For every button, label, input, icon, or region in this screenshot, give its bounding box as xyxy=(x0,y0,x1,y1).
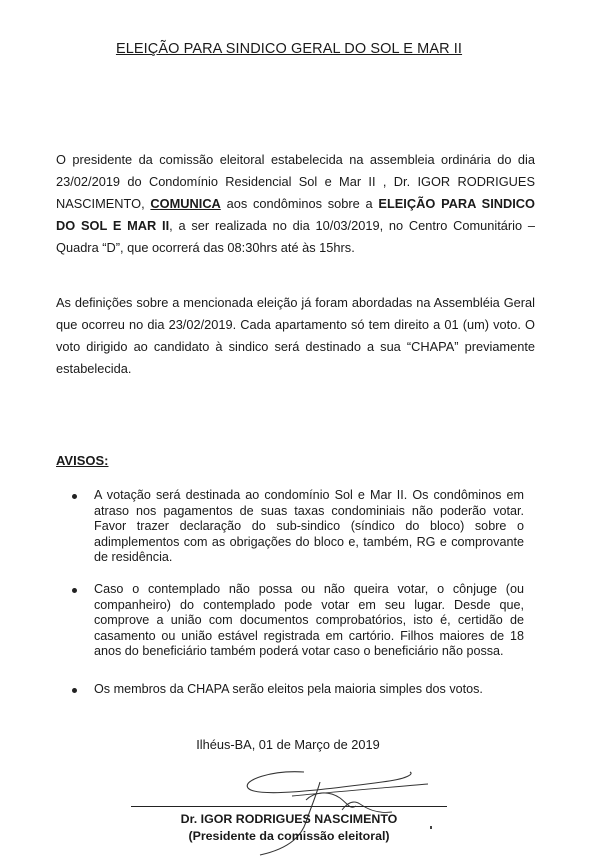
bullet-icon xyxy=(72,494,77,499)
intro-text-part1: O presidente da comissão eleitoral estabelecida na assembleia ordinária do dia 23/02/2019 do Condomínio Residencial Sol e Mar II , Dr. IGOR RODRIGUES NASCIMENTO, xyxy=(56,152,535,211)
aviso-item xyxy=(72,682,524,698)
avisos-list xyxy=(72,488,524,698)
stray-ink-mark xyxy=(430,826,432,829)
aviso-text: Os membros da CHAPA serão eleitos pela maioria simples dos votos. xyxy=(94,681,483,696)
definitions-paragraph: As definições sobre a mencionada eleição já foram abordadas na Assembléia Geral que ocorreu no dia 23/02/2019. Cada apartamento só tem direito a 01 (um) voto. O voto dirigido ao candidato à sindico será destinado a sua “CHAPA” previamente estabelecida. xyxy=(56,295,535,376)
signatory-role: (Presidente da comissão eleitoral) xyxy=(188,829,390,843)
aviso-text: A votação será destinada ao condomínio Sol e Mar II. Os condôminos em atraso nos pagamentos de suas taxas condominiais não poderão votar. Favor trazer declaração do sub-sindico (síndico do bloco) sobre o adimplementos com as obrigações do bloco e, também, RG e comprovante de residência. xyxy=(94,488,524,565)
document-title: ELEIÇÃO PARA SINDICO GERAL DO SOL E MAR II xyxy=(115,41,463,57)
bullet-icon xyxy=(72,688,77,693)
aviso-item xyxy=(72,582,524,660)
signatory-name: Dr. IGOR RODRIGUES NASCIMENTO xyxy=(180,812,398,826)
bullet-icon xyxy=(72,588,77,593)
avisos-heading: AVISOS: xyxy=(56,453,109,468)
aviso-text: Caso o contemplado não possa ou não queira votar, o cônjuge (ou companheiro) do contemplado pode votar em seu lugar. Desde que, comprove a união com documentos comprobatórios, isto é, certidão de casamento ou união estável registrada em cartório. Filhos maiores de 18 anos do beneficiário também poderá votar caso o beneficiário não possa. xyxy=(94,581,524,659)
comunica-keyword: COMUNICA xyxy=(150,196,221,211)
intro-text-part2: aos condôminos sobre a xyxy=(220,196,379,211)
intro-text-part3: , a ser realizada no dia 10/03/2019, no Centro Comunitário – Quadra “D”, que ocorrerá das 08:30hrs até às 15hrs. xyxy=(56,218,535,255)
place-and-date: Ilhéus-BA, 01 de Março de 2019 xyxy=(196,737,380,752)
aviso-item xyxy=(72,488,524,566)
election-name: ELEIÇÃO PARA SINDICO DO SOL E MAR II xyxy=(56,196,535,233)
signature-line xyxy=(131,806,447,807)
intro-paragraph xyxy=(56,149,535,259)
signatory-block xyxy=(0,811,578,845)
